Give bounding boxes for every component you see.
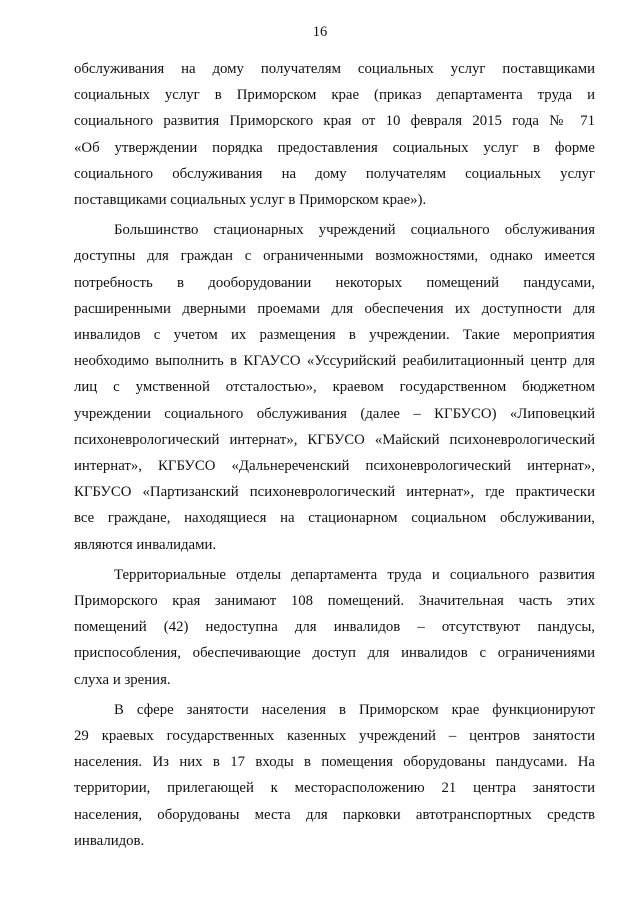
text-line: расширенными дверными проемами для обеспечения их доступности для <box>74 300 595 317</box>
text-line: лиц с умственной отсталостью», краевом государственном бюджетном <box>74 379 595 396</box>
text-line: необходимо выполнить в КГАУСО «Уссурийский реабилитационный центр для <box>74 353 595 370</box>
text-line: В сфере занятости населения в Приморском крае функционируют <box>114 701 595 718</box>
text-line: населения. Из них в 17 входы в помещения оборудованы пандусами. На <box>74 754 595 771</box>
paragraph-1 <box>74 56 595 213</box>
page-number: 16 <box>312 24 328 40</box>
text-line: все граждане, находящиеся на стационарном социальном обслуживании, <box>74 510 595 527</box>
text-line: доступны для граждан с ограниченными возможностями, однако имеется <box>74 248 595 265</box>
text-line: инвалидов с учетом их размещения в учреждении. Такие мероприятия <box>74 327 595 344</box>
text-line: социального развития Приморского края от 10 февраля 2015 года № 71 <box>74 113 595 130</box>
text-line: инвалидов. <box>74 832 145 849</box>
paragraph-2 <box>74 217 595 558</box>
text-line: учреждении социального обслуживания (далее – КГБУСО) «Липовецкий <box>74 405 595 422</box>
text-line: «Об утверждении порядка предоставления социальных услуг в форме <box>74 139 595 156</box>
text-line: являются инвалидами. <box>74 536 217 553</box>
text-line: Территориальные отделы департамента труда и социального развития <box>114 566 595 583</box>
document-body <box>74 56 595 854</box>
text-line: Большинство стационарных учреждений социального обслуживания <box>114 222 595 239</box>
paragraph-4 <box>74 697 595 854</box>
text-line: потребность в дооборудовании некоторых помещений пандусами, <box>74 274 595 291</box>
text-line: 29 краевых государственных казенных учреждений – центров занятости <box>74 728 595 745</box>
text-line: приспособления, обеспечивающие доступ для инвалидов с ограничениями <box>74 645 595 662</box>
text-line: Приморского края занимают 108 помещений. Значительная часть этих <box>74 593 595 610</box>
text-line: поставщиками социальных услуг в Приморском крае»). <box>74 192 427 209</box>
text-line: КГБУСО «Партизанский психоневрологический интернат», где практически <box>74 484 595 501</box>
text-line: психоневрологический интернат», КГБУСО «Майский психоневрологический <box>74 431 595 448</box>
text-line: социального обслуживания на дому получателям социальных услуг <box>74 165 595 182</box>
text-line: территории, прилегающей к месторасположению 21 центра занятости <box>74 780 595 797</box>
text-line: интернат», КГБУСО «Дальнереченский психоневрологический интернат», <box>74 458 595 475</box>
paragraph-3 <box>74 562 595 693</box>
text-line: социальных услуг в Приморском крае (приказ департамента труда и <box>74 87 595 104</box>
text-line: обслуживания на дому получателям социальных услуг поставщиками <box>74 61 595 77</box>
text-line: населения, оборудованы места для парковки автотранспортных средств <box>74 806 595 823</box>
text-line: слуха и зрения. <box>74 671 171 688</box>
text-line: помещений (42) недоступна для инвалидов – отсутствуют пандусы, <box>74 619 595 636</box>
